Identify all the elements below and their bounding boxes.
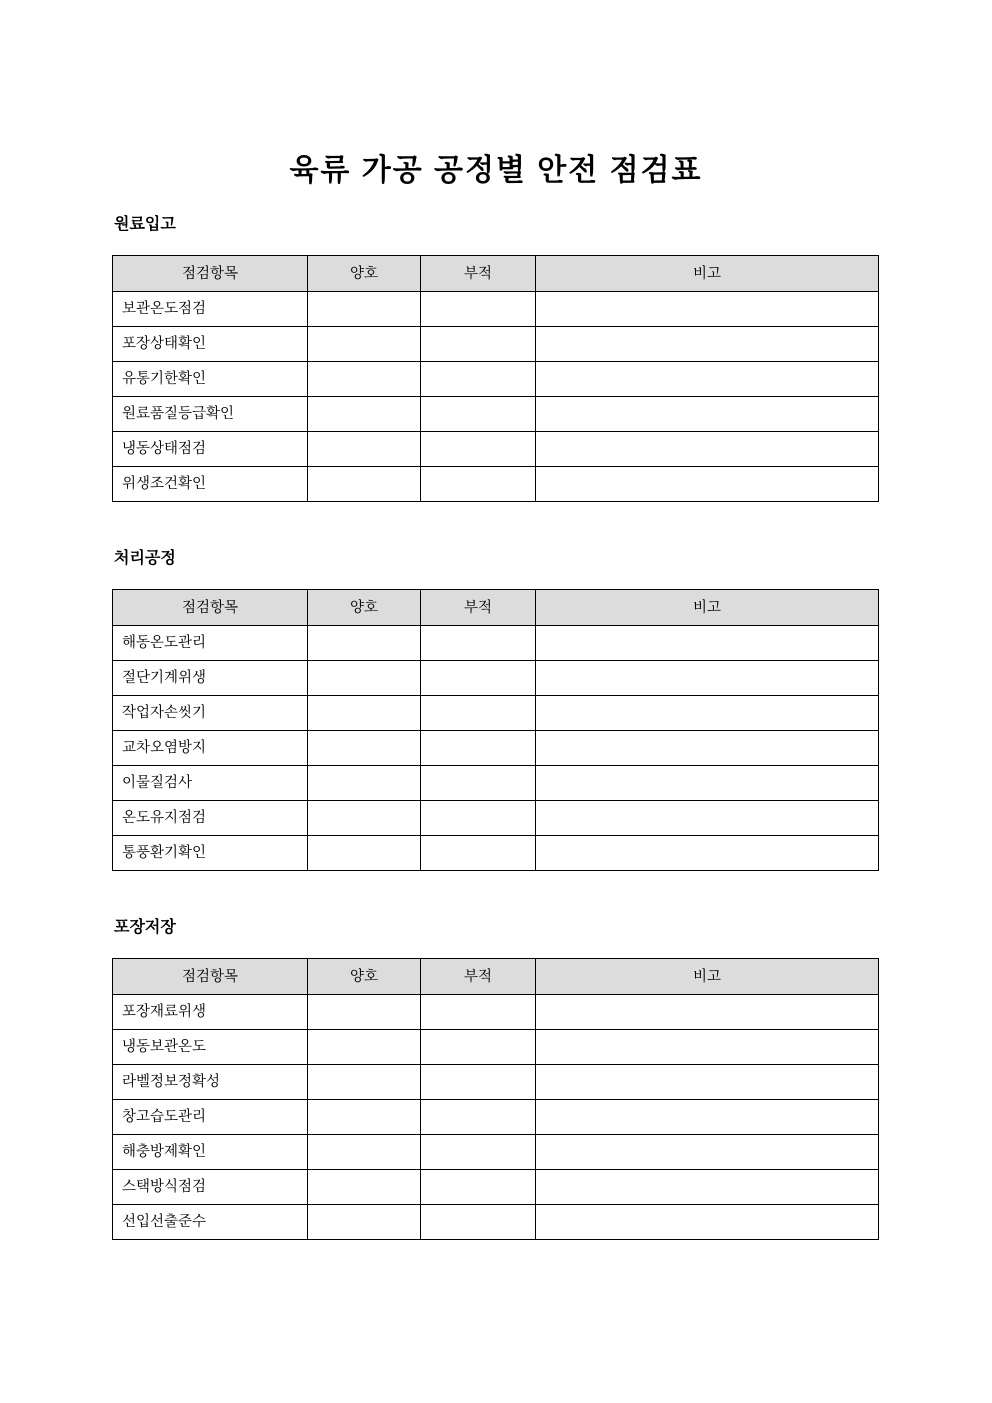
column-header-item: 점검항목 [113, 256, 308, 292]
column-header-item: 점검항목 [113, 959, 308, 995]
note-cell[interactable] [536, 1135, 879, 1170]
note-cell[interactable] [536, 1205, 879, 1240]
inspection-item-cell: 작업자손씻기 [113, 696, 308, 731]
document-body [112, 214, 878, 1240]
table-row [113, 1205, 879, 1240]
inspection-item-cell: 선입선출준수 [113, 1205, 308, 1240]
checklist-section [112, 917, 878, 1240]
bad-checkbox-cell[interactable] [421, 626, 536, 661]
inspection-item-cell: 원료품질등급확인 [113, 397, 308, 432]
good-checkbox-cell[interactable] [308, 661, 421, 696]
bad-checkbox-cell[interactable] [421, 1170, 536, 1205]
inspection-item-cell: 창고습도관리 [113, 1100, 308, 1135]
section-title: 원료입고 [114, 216, 176, 233]
note-cell[interactable] [536, 836, 879, 871]
column-header-item: 점검항목 [113, 590, 308, 626]
table-row [113, 1170, 879, 1205]
note-cell[interactable] [536, 995, 879, 1030]
inspection-item-cell: 라벨정보정확성 [113, 1065, 308, 1100]
note-cell[interactable] [536, 432, 879, 467]
good-checkbox-cell[interactable] [308, 836, 421, 871]
note-cell[interactable] [536, 1065, 879, 1100]
bad-checkbox-cell[interactable] [421, 766, 536, 801]
section-title: 처리공정 [114, 550, 176, 567]
note-cell[interactable] [536, 1170, 879, 1205]
good-checkbox-cell[interactable] [308, 766, 421, 801]
checklist-section [112, 214, 878, 502]
column-header-good: 양호 [308, 256, 421, 292]
good-checkbox-cell[interactable] [308, 995, 421, 1030]
inspection-item-cell: 온도유지점검 [113, 801, 308, 836]
good-checkbox-cell[interactable] [308, 327, 421, 362]
note-cell[interactable] [536, 661, 879, 696]
column-header-note: 비고 [536, 256, 879, 292]
table-row [113, 995, 879, 1030]
checklist-table [112, 255, 879, 502]
table-row [113, 292, 879, 327]
table-row [113, 836, 879, 871]
inspection-item-cell: 스택방식점검 [113, 1170, 308, 1205]
column-header-good: 양호 [308, 590, 421, 626]
table-row [113, 766, 879, 801]
note-cell[interactable] [536, 1030, 879, 1065]
inspection-item-cell: 통풍환기확인 [113, 836, 308, 871]
bad-checkbox-cell[interactable] [421, 731, 536, 766]
inspection-item-cell: 교차오염방지 [113, 731, 308, 766]
good-checkbox-cell[interactable] [308, 1170, 421, 1205]
inspection-item-cell: 냉동보관온도 [113, 1030, 308, 1065]
table-row [113, 1030, 879, 1065]
table-row [113, 432, 879, 467]
inspection-item-cell: 해동온도관리 [113, 626, 308, 661]
note-cell[interactable] [536, 362, 879, 397]
page-title: 육류 가공 공정별 안전 점검표 [289, 154, 703, 188]
table-row [113, 397, 879, 432]
checklist-table [112, 589, 879, 871]
column-header-note: 비고 [536, 959, 879, 995]
inspection-item-cell: 유통기한확인 [113, 362, 308, 397]
good-checkbox-cell[interactable] [308, 1135, 421, 1170]
good-checkbox-cell[interactable] [308, 801, 421, 836]
table-row [113, 696, 879, 731]
table-header-row [113, 590, 879, 626]
column-header-good: 양호 [308, 959, 421, 995]
table-row [113, 731, 879, 766]
checklist-section [112, 548, 878, 871]
checklist-table [112, 958, 879, 1240]
note-cell[interactable] [536, 801, 879, 836]
good-checkbox-cell[interactable] [308, 292, 421, 327]
good-checkbox-cell[interactable] [308, 731, 421, 766]
column-header-note: 비고 [536, 590, 879, 626]
bad-checkbox-cell[interactable] [421, 836, 536, 871]
good-checkbox-cell[interactable] [308, 1065, 421, 1100]
column-header-bad: 부적 [421, 590, 536, 626]
good-checkbox-cell[interactable] [308, 1030, 421, 1065]
note-cell[interactable] [536, 397, 879, 432]
bad-checkbox-cell[interactable] [421, 327, 536, 362]
bad-checkbox-cell[interactable] [421, 1100, 536, 1135]
column-header-bad: 부적 [421, 256, 536, 292]
bad-checkbox-cell[interactable] [421, 1065, 536, 1100]
good-checkbox-cell[interactable] [308, 432, 421, 467]
bad-checkbox-cell[interactable] [421, 1135, 536, 1170]
bad-checkbox-cell[interactable] [421, 432, 536, 467]
table-row [113, 801, 879, 836]
good-checkbox-cell[interactable] [308, 362, 421, 397]
bad-checkbox-cell[interactable] [421, 696, 536, 731]
note-cell[interactable] [536, 1100, 879, 1135]
table-row [113, 467, 879, 502]
table-row [113, 626, 879, 661]
good-checkbox-cell[interactable] [308, 626, 421, 661]
bad-checkbox-cell[interactable] [421, 467, 536, 502]
bad-checkbox-cell[interactable] [421, 362, 536, 397]
bad-checkbox-cell[interactable] [421, 292, 536, 327]
note-cell[interactable] [536, 696, 879, 731]
bad-checkbox-cell[interactable] [421, 1030, 536, 1065]
inspection-item-cell: 위생조건확인 [113, 467, 308, 502]
bad-checkbox-cell[interactable] [421, 995, 536, 1030]
table-row [113, 1100, 879, 1135]
table-header-row [113, 256, 879, 292]
note-cell[interactable] [536, 731, 879, 766]
note-cell[interactable] [536, 292, 879, 327]
note-cell[interactable] [536, 766, 879, 801]
table-row [113, 1135, 879, 1170]
table-header-row [113, 959, 879, 995]
inspection-item-cell: 보관온도점검 [113, 292, 308, 327]
bad-checkbox-cell[interactable] [421, 801, 536, 836]
note-cell[interactable] [536, 467, 879, 502]
section-title: 포장저장 [114, 919, 176, 936]
inspection-item-cell: 포장상태확인 [113, 327, 308, 362]
table-row [113, 661, 879, 696]
good-checkbox-cell[interactable] [308, 467, 421, 502]
good-checkbox-cell[interactable] [308, 1205, 421, 1240]
table-row [113, 1065, 879, 1100]
note-cell[interactable] [536, 626, 879, 661]
inspection-item-cell: 포장재료위생 [113, 995, 308, 1030]
good-checkbox-cell[interactable] [308, 696, 421, 731]
good-checkbox-cell[interactable] [308, 397, 421, 432]
inspection-item-cell: 이물질검사 [113, 766, 308, 801]
inspection-item-cell: 절단기계위생 [113, 661, 308, 696]
inspection-item-cell: 해충방제확인 [113, 1135, 308, 1170]
inspection-item-cell: 냉동상태점검 [113, 432, 308, 467]
column-header-bad: 부적 [421, 959, 536, 995]
bad-checkbox-cell[interactable] [421, 397, 536, 432]
table-row [113, 362, 879, 397]
good-checkbox-cell[interactable] [308, 1100, 421, 1135]
note-cell[interactable] [536, 327, 879, 362]
bad-checkbox-cell[interactable] [421, 1205, 536, 1240]
table-row [113, 327, 879, 362]
bad-checkbox-cell[interactable] [421, 661, 536, 696]
